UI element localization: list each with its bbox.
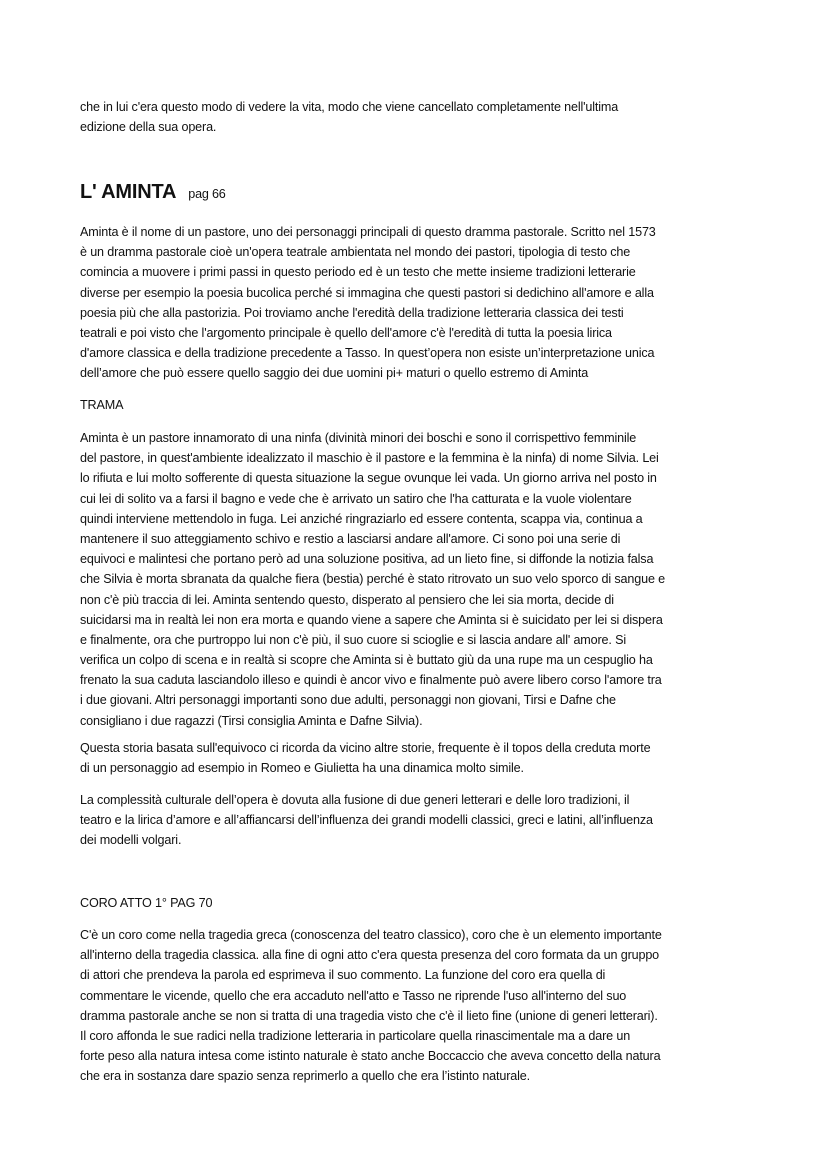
- text-line: comincia a muovere i primi passi in questo periodo ed è un testo che mette insieme tradizioni letterarie: [80, 265, 636, 280]
- text-line: mantenere il suo atteggiamento schivo e restio a lasciarsi andare all'amore. Ci sono poi una serie di: [80, 531, 621, 546]
- text-line: teatro e la lirica d’amore e all’affiancarsi dell’influenza dei grandi modelli classici, greci e latini, all’influenza: [80, 813, 653, 828]
- text-line: C'è un coro come nella tragedia greca (conoscenza del teatro classico), coro che è un elemento importante: [80, 928, 662, 942]
- text-line: forte peso alla natura intesa come istinto naturale è stato anche Boccaccio che aveva concetto della natura: [80, 1049, 661, 1064]
- text-line: Questa storia basata sull'equivoco ci ricorda da vicino altre storie, frequente è il topos della creduta morte: [80, 741, 651, 755]
- coro-label: CORO ATTO 1° PAG 70: [80, 896, 213, 910]
- text-line: poesia più che alla pastorizia. Poi troviamo anche l'eredità della tradizione letteraria classica dei testi: [80, 305, 624, 320]
- text-line: all'interno della tragedia classica. alla fine di ogni atto c'era questa presenza del coro formata da un gruppo: [80, 948, 660, 963]
- text-line: di un personaggio ad esempio in Romeo e Giulietta ha una dinamica molto simile.: [80, 761, 524, 776]
- text-line: di attori che prendeva la parola ed esprimeva il suo commento. La funzione del coro era quella di: [80, 968, 606, 983]
- text-line: teatrali e poi visto che l'argomento principale è quello dell'amore c'è l'eredità di tutta la poesia lirica: [80, 325, 612, 340]
- text-line: commentare le vicende, quello che era accaduto nell'atto e Tasso ne riprende l'uso all'interno del suo: [80, 988, 627, 1003]
- text-line: è un dramma pastorale cioè un'opera teatrale ambientata nel mondo dei pastori, tipologia di testo che: [80, 245, 631, 260]
- text-line: Il coro affonda le sue radici nella tradizione letteraria in particolare quella rinascimentale ma a dare un: [80, 1028, 631, 1043]
- text-line: i due giovani. Altri personaggi importanti sono due adulti, personaggi non giovani, Tirsi e Dafne che: [80, 693, 616, 708]
- text-line: dell’amore che può essere quello saggio dei due uomini pi+ maturi o quello estremo di Aminta: [80, 366, 589, 381]
- section-heading: [80, 181, 226, 204]
- text-line: verifica un colpo di scena e in realtà si scopre che Aminta si è buttato giù da una rupe ma un cespuglio ha: [80, 653, 653, 668]
- trama-paragraph: [80, 428, 665, 731]
- heading-title: L' AMINTA: [80, 181, 177, 203]
- text-line: cui lei di solito va a farsi il bagno e vede che è arrivato un satiro che l'ha catturata e la vuole violentare: [80, 491, 632, 506]
- text-line: non c'è più traccia di lei. Aminta sentendo questo, disperato al pensiero che lei sia morta, decide di: [80, 592, 614, 607]
- text-line: consigliano i due ragazzi (Tirsi consiglia Aminta e Dafne Silvia).: [80, 713, 423, 728]
- text-line: Aminta è il nome di un pastore, uno dei personaggi principali di questo dramma pastorale. Scritto nel 1573: [80, 225, 656, 239]
- heading-page-ref: pag 66: [188, 187, 226, 201]
- storia-paragraph: [80, 738, 650, 778]
- intro-paragraph: [80, 97, 618, 137]
- text-line: lo rifiuta e lui molto sofferente di questa situazione la segue ovunque lei vada. Un giorno arriva nel posto in: [80, 471, 657, 486]
- text-line: e finalmente, ora che purtroppo lui non c'è più, il suo cuore si scioglie e si lascia andare all' amore. Si: [80, 632, 626, 647]
- text-line: dei modelli volgari.: [80, 833, 182, 848]
- text-line: frenato la sua caduta lasciandolo illeso e quindi è ancor vivo e finalmente può avere libero corso l'amore tra: [80, 673, 662, 688]
- intro-aminta-paragraph: [80, 222, 656, 384]
- text-line: che in lui c'era questo modo di vedere la vita, modo che viene cancellato completamente nell'ultima: [80, 100, 619, 114]
- text-line: La complessità culturale dell’opera è dovuta alla fusione di due generi letterari e delle loro tradizioni, il: [80, 793, 630, 807]
- text-line: che Silvia è morta sbranata da qualche fiera (bestia) perché è stato ritrovato un suo velo sporco di sangue e: [80, 572, 665, 587]
- text-line: Aminta è un pastore innamorato di una ninfa (divinità minori dei boschi e sono il corrispettivo femminile: [80, 431, 637, 445]
- text-line: del pastore, in quest'ambiente idealizzato il maschio è il pastore e la femmina è la ninfa) di nome Silvia. Lei: [80, 451, 659, 466]
- text-line: suicidarsi ma in realtà lei non era morta e quando viene a sapere che Aminta si è suicidato per lei si dispera: [80, 612, 663, 627]
- text-line: edizione della sua opera.: [80, 120, 217, 135]
- trama-label: TRAMA: [80, 398, 124, 412]
- text-line: diverse per esempio la poesia bucolica perché si immagina che questi pastori si dedichino all'amore e alla: [80, 285, 654, 300]
- text-line: equivoci e malintesi che portano però ad una soluzione positiva, ad un lieto fine, si diffonde la notizia falsa: [80, 552, 654, 567]
- text-line: dramma pastorale anche se non si tratta di una tragedia visto che c'è il lieto fine (unione di generi letterari).: [80, 1008, 658, 1023]
- text-line: d'amore classica e della tradizione precedente a Tasso. In quest’opera non esiste un’interpretazione unica: [80, 346, 655, 361]
- text-line: che era in sostanza dare spazio senza reprimerlo a quello che era l’istinto naturale.: [80, 1069, 530, 1084]
- text-line: quindi interviene mettendolo in fuga. Lei anziché ringraziarlo ed essere contenta, scappa via, continua a: [80, 511, 643, 526]
- complessita-paragraph: [80, 790, 653, 851]
- coro-paragraph: [80, 925, 662, 1087]
